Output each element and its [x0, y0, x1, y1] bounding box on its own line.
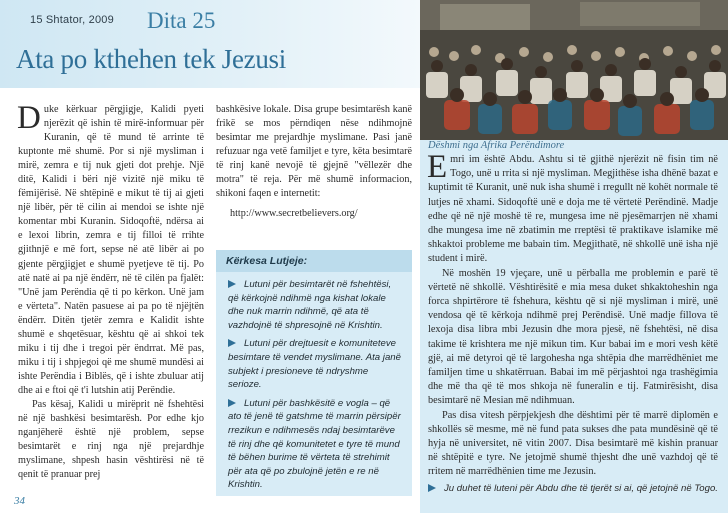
testimony-subheading: Dëshmi nga Afrika Perëndimore [428, 140, 565, 151]
testimony-paragraph: Në moshën 19 vjeçare, unë u përballa me problemin e parë të vërtetë në shkollë. Vështirësitë e mia mesa duket shkaktoheshin nga forca shpirtërore të fshehura, kështu që si një mysliman i mirë, unë vendosa që të kërkoja ndihmë prej Perëndisë. Unë madje fillova të lexoja disa libra mbi Jezusin dhe mora pjesë, në fshehtësi, në disa takime të krishtera me një mikun tim. Kur babai im e mori vesh këtë gjë, ai më detyroi që të largohesha nga shtëpia dhe marrëdhëniet me familjen time u shkatërruan. Babai im më përjashtoi nga trashëgimia dhe më tha që të mos shkoja në funeralin e tij. Fatmirësisht, disa besimtarë në Mesian më ndihmuan. [428, 267, 718, 407]
congregation-photo-art [420, 0, 728, 140]
article-paragraph: Pas kësaj, Kalidi u mirëprit në fshehtësi në një bashkësi besimtarësh. Por edhe kjo nganjëherë është një problem, sepse besimtarët e rinj nga një prejardhje myslimane, shpesh hasin vështirësi në të qenit të pranuar prej [18, 398, 204, 481]
congregation-photo [420, 0, 728, 140]
prayer-item-text: Lutuni për bashkësitë e vogla – që ato të jenë të gatshme të marrin përsipër rrezikun e ndihmesës ndaj besimtarëve të rinj dhe që komunitetet e tyre të mund të bëhen burime të vërteta të strehimit për ata që po zbulojnë jetën e re në Krishtin. [228, 397, 401, 491]
testimony-paragraph: Pas disa vitesh përpjekjesh dhe dështimi për të marrë diplomën e shkollës së mesme, më në fund pata sukses dhe pata mundësinë që të hyja në universitet, në vitin 2007. Disa besimtarë më kishin pranuar në shtëpitë e tyre. Ne jetojmë shumë thjesht dhe unë vazhdoj që të rritem në marrëdhënien time me Jezusin. [428, 409, 718, 478]
arrow-right-icon [228, 399, 236, 407]
drop-cap: E [427, 149, 448, 185]
website-url: http://www.secretbelievers.org/ [230, 208, 358, 220]
prayer-item [228, 278, 404, 332]
article-column-2 [216, 103, 412, 227]
closing-prayer-text: Ju duhet të luteni për Abdu dhe të tjerët si ai, që jetojnë në Togo. [444, 482, 718, 494]
prayer-item-text: Lutuni për besimtarët në fshehtësi, që kërkojnë ndihmë nga kishat lokale dhe nuk marrin ndihmë, që ata të vazhdojnë të shpresojnë në Krishtin. [228, 279, 392, 331]
article-paragraph: uke kërkuar përgjigje, Kalidi pyeti njerëzit që ishin të mirë-informuar për Kuranin, që të mund të arrinte të kuptonte më shumë. Por si një mysliman i mirë, zemra e tij nuk gjeti dot prehje. Një ditë, Kalidi i bëri një vizitë një miku të fëmijërisë. Në shtëpinë e mikut të tij ai gjeti një libër, për të cilin ai mendoi se ishte një komentar mbi Kuranin. Sidoqoftë, ndërsa ai e lexoi librin, zemra e tij filloi të rrihte gjithnjë e më fort, sepse në atë libër ai po gjente përgjigjet e shumë pyetjeve të tij. Po atë natë ai pa një ëndërr, në të cilën pa fjalët: "Unë jam Perëndia që ti po kërkon. Unë jam e vërteta". Natën pasuese ai pa po të njëjtën ëndërr. Ditën tjetër zemra e Kalidit ishte shumë e shqetësuar, kështu që ai shkoi tek miku i tij dhe i tregoi për ëndrrat. Më pas, miku i tij i shpjegoi që me shumë mundësi ai ishte Perëndia i Biblës, që i ishte zbuluar atij dhe ai e ftoi që t'i lutshin atij Perëndie. [18, 104, 204, 396]
page-title: Ata po kthehen tek Jezusi [16, 44, 286, 74]
prayer-request-box [216, 250, 412, 496]
prayer-list [216, 272, 412, 492]
issue-date: 15 Shtator, 2009 [30, 14, 114, 26]
testimony-paragraph: mri im është Abdu. Ashtu si të gjithë njerëzit në fisin tim në Togo, unë u rrita si një mysliman. Megjithëse isha dhënë bazat e kuptimit të Kuranit, unë nuk isha shumë i rregullt në kohët normale të lutjes në xhami. Sidoqoftë unë e doja me të vërtetë Perëndinë. Madje edhe që në një moshë të re, mungesa ime në pjesëmarrjen në xhami dhe mungesa ime në zbatimin me rreptësi të praktikave islamike më shkaktoi probleme me babain tim. Megjithatë, në shkollë unë isha një student i mirë. [428, 154, 718, 265]
arrow-right-icon [228, 280, 236, 288]
prayer-item-text: Lutuni për drejtuesit e komuniteteve besimtare të vendet myslimane. Ata janë subjekt i presioneve të ndryshme serioze. [228, 338, 401, 391]
closing-prayer [428, 482, 718, 496]
article-column-1 [17, 100, 204, 482]
prayer-item [228, 337, 404, 391]
day-label: Dita 25 [147, 8, 216, 33]
prayer-item [228, 397, 404, 492]
arrow-right-icon [428, 484, 436, 492]
testimony-column [427, 149, 718, 496]
arrow-right-icon [228, 339, 236, 347]
prayer-heading: Kërkesa Lutjeje: [216, 250, 412, 272]
article-paragraph: bashkësive lokale. Disa grupe besimtarësh kanë frikë se mos përndiqen nëse ndihmojnë besimtar me prejardhje myslimane. Pasi janë refuzuar nga vetë familjet e tyre, këta besimtarë të rinj kanë nevojë të gjejnë "vëllezër dhe motra" të reja. Për më shumë informacion, shikoni faqen e internetit: [216, 104, 412, 200]
drop-cap: D [17, 100, 41, 136]
page-number: 34 [14, 495, 25, 507]
